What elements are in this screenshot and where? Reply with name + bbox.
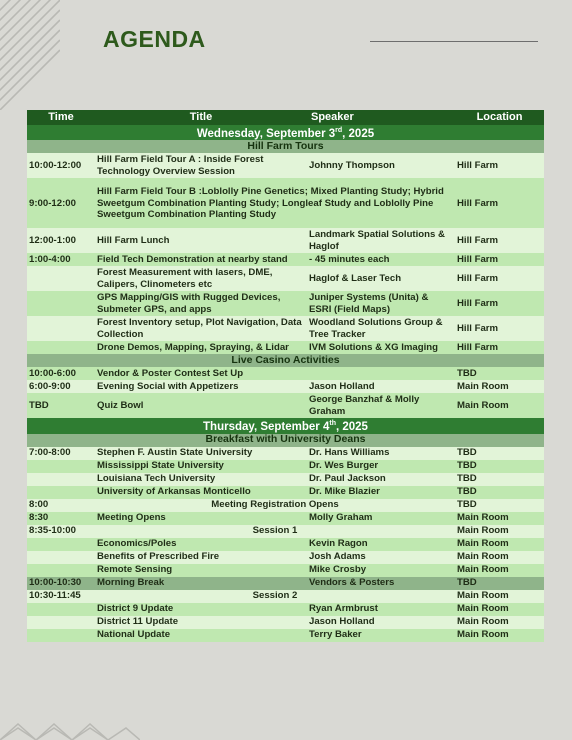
table-row: [27, 341, 544, 354]
title-cell: Economics/Poles: [95, 538, 307, 551]
time-cell: [27, 291, 95, 316]
section-row-live-casino: [27, 354, 544, 367]
speaker-cell: Dr. Mike Blazier: [307, 486, 455, 499]
speaker-cell: Jason Holland: [307, 616, 455, 629]
time-cell: [27, 564, 95, 577]
title-cell: Field Tech Demonstration at nearby stand: [95, 253, 307, 266]
table-row: [27, 512, 544, 525]
table-row: [27, 253, 544, 266]
speaker-cell: Terry Baker: [307, 629, 455, 642]
table-row: [27, 367, 544, 380]
time-cell: 12:00-1:00: [27, 228, 95, 253]
table-row: [27, 616, 544, 629]
title-divider: [370, 41, 538, 42]
time-cell: 8:00: [27, 499, 95, 512]
time-cell: [27, 486, 95, 499]
table-row: [27, 291, 544, 316]
location-cell: TBD: [455, 460, 544, 473]
speaker-cell: Josh Adams: [307, 551, 455, 564]
table-row: [27, 316, 544, 341]
location-cell: TBD: [455, 486, 544, 499]
section-label: Breakfast with University Deans: [27, 434, 544, 447]
table-row: [27, 447, 544, 460]
table-row: [27, 538, 544, 551]
location-cell: Hill Farm: [455, 341, 544, 354]
speaker-cell: Woodland Solutions Group & Tree Tracker: [307, 316, 455, 341]
location-cell: Hill Farm: [455, 291, 544, 316]
time-cell: 8:30: [27, 512, 95, 525]
column-header-title: Title: [95, 110, 307, 125]
location-cell: Hill Farm: [455, 228, 544, 253]
table-row: [27, 486, 544, 499]
location-cell: Main Room: [455, 629, 544, 642]
title-cell: Hill Farm Lunch: [95, 228, 307, 253]
location-cell: Main Room: [455, 590, 544, 603]
diagonal-lines-decoration: [0, 0, 60, 110]
time-cell: TBD: [27, 393, 95, 418]
title-cell: Louisiana Tech University: [95, 473, 307, 486]
section-row-breakfast: [27, 434, 544, 447]
location-cell: Hill Farm: [455, 316, 544, 341]
table-row: [27, 460, 544, 473]
mountain-outline-decoration: [0, 714, 140, 740]
time-cell: 1:00-4:00: [27, 253, 95, 266]
table-header-row: [27, 110, 544, 125]
table-row: [27, 603, 544, 616]
day-row-wednesday: [27, 125, 544, 140]
location-cell: Main Room: [455, 380, 544, 393]
time-cell: 7:00-8:00: [27, 447, 95, 460]
location-cell: Main Room: [455, 551, 544, 564]
location-cell: Main Room: [455, 512, 544, 525]
title-cell: District 9 Update: [95, 603, 307, 616]
title-cell: Quiz Bowl: [95, 393, 307, 418]
time-cell: [27, 538, 95, 551]
table-row: [27, 380, 544, 393]
location-cell: Main Room: [455, 564, 544, 577]
location-cell: TBD: [455, 447, 544, 460]
time-cell: [27, 341, 95, 354]
time-cell: [27, 266, 95, 291]
time-cell: 10:00-12:00: [27, 153, 95, 178]
time-cell: [27, 473, 95, 486]
location-cell: TBD: [455, 367, 544, 380]
location-cell: Main Room: [455, 393, 544, 418]
table-row: [27, 525, 544, 538]
table-row: [27, 551, 544, 564]
time-cell: [27, 603, 95, 616]
title-cell: GPS Mapping/GIS with Rugged Devices, Submeter GPS, and apps: [95, 291, 307, 316]
table-row: [27, 393, 544, 418]
day-label: Thursday, September 4th, 2025: [27, 418, 544, 433]
time-cell: 6:00-9:00: [27, 380, 95, 393]
table-row: [27, 473, 544, 486]
location-cell: Hill Farm: [455, 253, 544, 266]
table-row: [27, 590, 544, 603]
speaker-cell: Dr. Hans Williams: [307, 447, 455, 460]
time-cell: 10:00-10:30: [27, 577, 95, 590]
title-cell: Hill Farm Field Tour A : Inside Forest Technology Overview Session: [95, 153, 307, 178]
title-cell: Stephen F. Austin State University: [95, 447, 307, 460]
time-cell: [27, 616, 95, 629]
table-row: [27, 577, 544, 590]
time-cell: [27, 629, 95, 642]
column-header-location: Location: [455, 110, 544, 125]
time-cell: 9:00-12:00: [27, 178, 95, 228]
location-cell: Hill Farm: [455, 178, 544, 228]
table-row: [27, 228, 544, 253]
speaker-cell: [307, 367, 455, 380]
time-cell: [27, 460, 95, 473]
title-cell: Evening Social with Appetizers: [95, 380, 307, 393]
title-cell: Hill Farm Field Tour B :Loblolly Pine Genetics; Mixed Planting Study; Hybrid Sweetgum Combination Planting Study; Longleaf Study and Loblolly Pine Sweetgum Combination Planting Study: [95, 178, 455, 228]
title-cell: Morning Break: [95, 577, 307, 590]
title-cell: Session 2: [95, 590, 455, 603]
section-row-hill-farm-tours: [27, 140, 544, 153]
speaker-cell: Juniper Systems (Unita) & ESRI (Field Maps): [307, 291, 455, 316]
location-cell: TBD: [455, 473, 544, 486]
title-cell: Meeting Registration Opens: [95, 499, 455, 512]
location-cell: Main Room: [455, 538, 544, 551]
title-cell: Meeting Opens: [95, 512, 307, 525]
title-cell: Mississippi State University: [95, 460, 307, 473]
title-cell: District 11 Update: [95, 616, 307, 629]
table-row: [27, 629, 544, 642]
speaker-cell: Mike Crosby: [307, 564, 455, 577]
title-cell: Forest Measurement with lasers, DME, Calipers, Clinometers etc: [95, 266, 307, 291]
title-cell: National Update: [95, 629, 307, 642]
time-cell: 10:30-11:45: [27, 590, 95, 603]
location-cell: TBD: [455, 577, 544, 590]
location-cell: Hill Farm: [455, 153, 544, 178]
column-header-speaker: Speaker: [307, 110, 455, 125]
speaker-cell: Landmark Spatial Solutions & Haglof: [307, 228, 455, 253]
day-label: Wednesday, September 3rd, 2025: [27, 125, 544, 140]
location-cell: TBD: [455, 499, 544, 512]
title-cell: Session 1: [95, 525, 455, 538]
title-cell: Remote Sensing: [95, 564, 307, 577]
page-title: AGENDA: [103, 26, 206, 52]
speaker-cell: Haglof & Laser Tech: [307, 266, 455, 291]
location-cell: Main Room: [455, 603, 544, 616]
section-label: Hill Farm Tours: [27, 140, 544, 153]
table-row: [27, 178, 544, 228]
speaker-cell: Molly Graham: [307, 512, 455, 525]
title-cell: Drone Demos, Mapping, Spraying, & Lidar: [95, 341, 307, 354]
time-cell: 10:00-6:00: [27, 367, 95, 380]
title-cell: Forest Inventory setup, Plot Navigation, Data Collection: [95, 316, 307, 341]
title-cell: Vendor & Poster Contest Set Up: [95, 367, 307, 380]
section-label: Live Casino Activities: [27, 354, 544, 367]
speaker-cell: Ryan Armbrust: [307, 603, 455, 616]
speaker-cell: Kevin Ragon: [307, 538, 455, 551]
location-cell: Hill Farm: [455, 266, 544, 291]
agenda-table: [27, 110, 544, 642]
table-row: [27, 153, 544, 178]
day-row-thursday: [27, 418, 544, 433]
speaker-cell: IVM Solutions & XG Imaging: [307, 341, 455, 354]
speaker-cell: George Banzhaf & Molly Graham: [307, 393, 455, 418]
title-cell: University of Arkansas Monticello: [95, 486, 307, 499]
speaker-cell: Dr. Paul Jackson: [307, 473, 455, 486]
time-cell: [27, 551, 95, 564]
location-cell: Main Room: [455, 525, 544, 538]
speaker-cell: - 45 minutes each: [307, 253, 455, 266]
location-cell: Main Room: [455, 616, 544, 629]
speaker-cell: Dr. Wes Burger: [307, 460, 455, 473]
time-cell: 8:35-10:00: [27, 525, 95, 538]
speaker-cell: Vendors & Posters: [307, 577, 455, 590]
table-row: [27, 266, 544, 291]
speaker-cell: Johnny Thompson: [307, 153, 455, 178]
title-cell: Benefits of Prescribed Fire: [95, 551, 307, 564]
column-header-time: Time: [27, 110, 95, 125]
speaker-cell: Jason Holland: [307, 380, 455, 393]
time-cell: [27, 316, 95, 341]
table-row: [27, 564, 544, 577]
table-row: [27, 499, 544, 512]
